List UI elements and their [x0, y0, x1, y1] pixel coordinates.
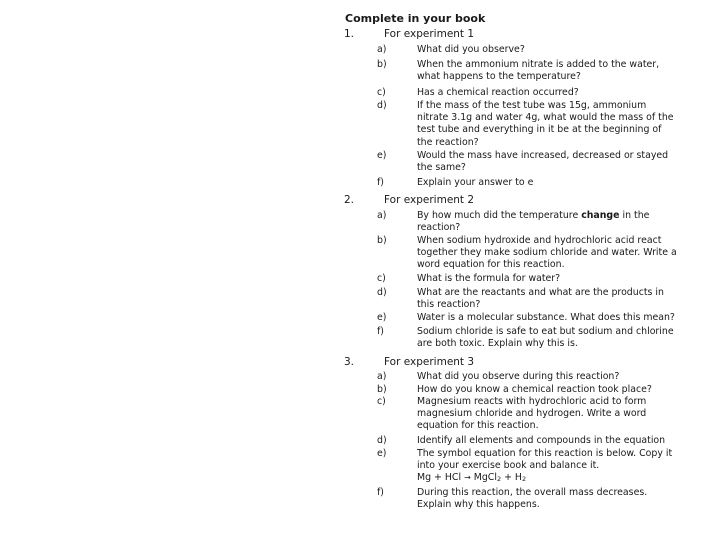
section-header [344, 193, 684, 207]
question-letter: c) [377, 87, 386, 98]
experiment-1-section [344, 27, 684, 190]
section-number: 3. [344, 356, 355, 368]
section-title: For experiment 3 [384, 356, 475, 368]
question-text: What is the formula for water? [417, 273, 561, 284]
question-text: If the mass of the test tube was 15g, ammonium nitrate 3.1g and water 4g, what would the mass of the test tube and everything in it be at the beginning of the reaction? [417, 100, 674, 148]
question-item [344, 44, 684, 59]
section-header [344, 27, 684, 41]
question-letter: b) [377, 235, 387, 246]
question-text: Explain your answer to e [417, 177, 534, 188]
worksheet-heading: Complete in your book [345, 12, 486, 25]
question-item [344, 312, 684, 326]
question-item [344, 59, 684, 87]
question-item [344, 371, 684, 384]
question-text: Identify all elements and compounds in the equation [417, 435, 666, 446]
question-item [344, 396, 684, 435]
question-letter: e) [377, 448, 387, 459]
question-item [344, 100, 684, 150]
question-text: Sodium chloride is safe to eat but sodium and chlorine are both toxic. Explain why this is. [417, 326, 674, 350]
question-letter: b) [377, 384, 387, 395]
question-item [344, 448, 684, 487]
question-item [344, 326, 684, 352]
question-item [344, 287, 684, 312]
question-letter: f) [377, 487, 384, 498]
question-letter: a) [377, 371, 387, 382]
question-text: What did you observe during this reaction? [417, 371, 620, 382]
question-item [344, 273, 684, 287]
question-text: When sodium hydroxide and hydrochloric acid react together they make sodium chloride and water. Write a word equation for this reaction. [417, 235, 677, 271]
section-header [344, 355, 684, 369]
symbol-equation: Mg + HCl → MgCl2 + H2 [417, 472, 527, 484]
question-text: What are the reactants and what are the products in this reaction? [417, 287, 664, 311]
question-item [344, 87, 684, 100]
worksheet [344, 12, 684, 516]
question-letter: c) [377, 273, 386, 284]
section-title: For experiment 2 [384, 194, 475, 206]
question-item [344, 177, 684, 190]
question-text: Would the mass have increased, decreased or stayed the same? [417, 150, 669, 174]
question-text: Magnesium reacts with hydrochloric acid to form magnesium chloride and hydrogen. Write a word equation for this reaction. [417, 396, 647, 432]
arrow-icon: → [464, 473, 471, 483]
question-text: Has a chemical reaction occurred? [417, 87, 579, 98]
question-item [344, 384, 684, 396]
section-number: 1. [344, 28, 355, 40]
question-letter: e) [377, 312, 387, 323]
question-letter: e) [377, 150, 387, 161]
question-item [344, 435, 684, 448]
question-letter: d) [377, 287, 387, 298]
experiment-2-section [344, 193, 684, 352]
question-item [344, 235, 684, 273]
question-text [417, 448, 679, 486]
question-letter: a) [377, 210, 387, 221]
question-item [344, 210, 684, 235]
question-item [344, 150, 684, 177]
question-text: What did you observe? [417, 44, 525, 55]
section-title: For experiment 1 [384, 28, 475, 40]
question-letter: c) [377, 396, 386, 407]
question-letter: f) [377, 326, 384, 337]
question-text: Water is a molecular substance. What does this mean? [417, 312, 675, 323]
question-letter: a) [377, 44, 387, 55]
question-letter: b) [377, 59, 387, 70]
question-letter: d) [377, 100, 387, 111]
section-number: 2. [344, 194, 355, 206]
question-body: The symbol equation for this reaction is below. Copy it into your exercise book and balance it. [417, 448, 673, 472]
emphasis-word: change [581, 210, 620, 221]
question-letter: f) [377, 177, 384, 188]
question-text: During this reaction, the overall mass decreases. Explain why this happens. [417, 487, 648, 511]
question-item [344, 487, 684, 513]
experiment-3-section [344, 355, 684, 513]
question-letter: d) [377, 435, 387, 446]
question-text: How do you know a chemical reaction took place? [417, 384, 652, 395]
question-text: When the ammonium nitrate is added to the water, what happens to the temperature? [417, 59, 660, 83]
question-text: By how much did the temperature change in the reaction? [417, 210, 650, 234]
